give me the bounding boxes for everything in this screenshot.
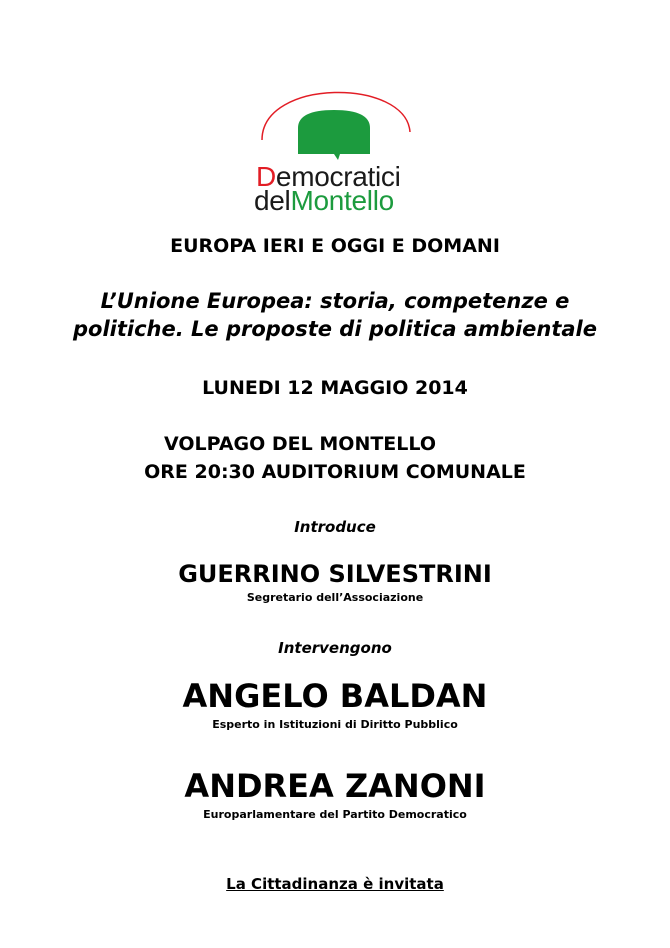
speaker1-name: GUERRINO SILVESTRINI [178, 560, 492, 588]
speaker3-name: ANDREA ZANONI [184, 767, 486, 805]
logo [248, 70, 418, 220]
logo-text-line1: Democratici [256, 161, 401, 192]
event-subtitle [0, 287, 670, 343]
event-date: LUNEDI 12 MAGGIO 2014 [202, 377, 468, 399]
speaker2-name: ANGELO BALDAN [182, 677, 488, 715]
introduce-label: Introduce [294, 518, 376, 536]
speaker2-role: Esperto in Istituzioni di Diritto Pubblico [212, 718, 458, 731]
speaker3-role: Europarlamentare del Partito Democratico [203, 808, 467, 821]
subtitle-line-2: politiche. Le proposte di politica ambientale [72, 317, 597, 341]
place-line-1: VOLPAGO DEL MONTELLO [164, 433, 436, 455]
logo-green-shape [298, 110, 370, 160]
place-line-2: ORE 20:30 AUDITORIUM COMUNALE [144, 461, 526, 483]
invitation-footer: La Cittadinanza è invitata [226, 875, 444, 893]
event-title: EUROPA IERI E OGGI E DOMANI [170, 235, 500, 257]
subtitle-line-1: L’Unione Europea: storia, competenze e [100, 289, 570, 313]
intervengono-label: Intervengono [278, 639, 392, 657]
event-place [0, 430, 670, 486]
logo-graphic [248, 70, 418, 170]
speaker1-role: Segretario dell’Associazione [246, 591, 424, 604]
logo-text-line2: delMontello [254, 185, 394, 216]
